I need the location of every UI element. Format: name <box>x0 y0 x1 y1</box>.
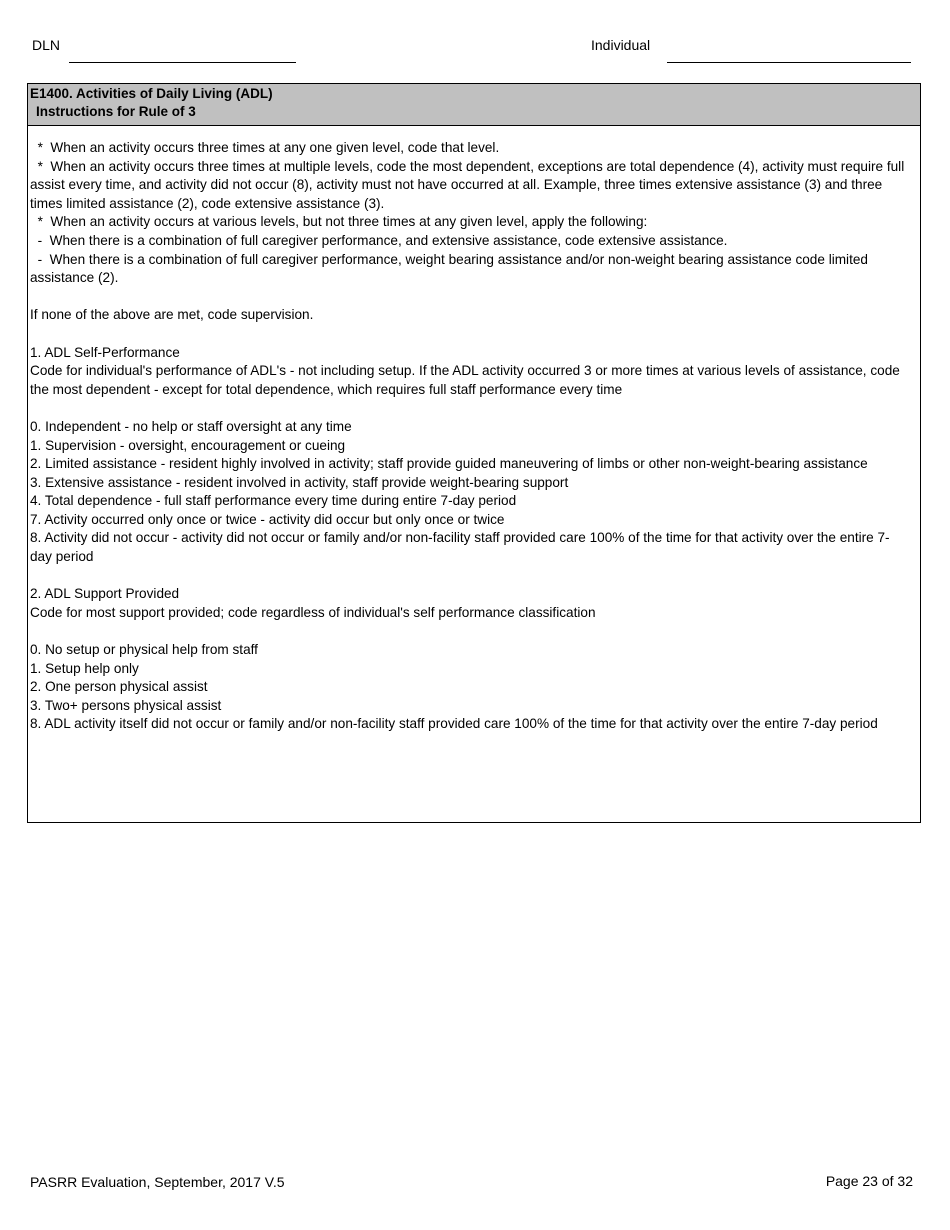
section-title: E1400. Activities of Daily Living (ADL) <box>30 86 273 101</box>
e1400-section <box>27 83 921 823</box>
section-subtitle: Instructions for Rule of 3 <box>36 104 196 119</box>
instruction-line: 8. ADL activity itself did not occur or family and/or non-facility staff provided care 100% of the time for that activity over the entire 7-day period <box>30 716 878 732</box>
individual-field[interactable] <box>667 62 911 63</box>
instruction-line: * When an activity occurs at various levels, but not three times at any given level, apply the following: <box>30 214 648 230</box>
instruction-line: 3. Extensive assistance - resident involved in activity, staff provide weight-bearing support <box>30 474 569 490</box>
instruction-line: 8. Activity did not occur - activity did not occur or family and/or non-facility staff provided care 100% of the time for that activity over the entire 7-day period <box>30 530 890 565</box>
section-header <box>28 84 920 126</box>
instruction-line: - When there is a combination of full caregiver performance, and extensive assistance, code extensive assistance. <box>30 232 728 248</box>
individual-label: Individual <box>591 37 651 53</box>
instruction-line: 0. Independent - no help or staff oversight at any time <box>30 418 352 434</box>
blank-line <box>30 622 910 641</box>
instruction-line: * When an activity occurs three times at any one given level, code that level. <box>30 140 500 155</box>
instruction-line: 0. No setup or physical help from staff <box>30 642 258 658</box>
instruction-line: Code for most support provided; code regardless of individual's self performance classification <box>30 604 596 620</box>
instruction-line: 4. Total dependence - full staff performance every time during entire 7-day period <box>30 493 517 509</box>
instruction-line: 2. ADL Support Provided <box>30 586 180 602</box>
instruction-line: Code for individual's performance of ADL's - not including setup. If the ADL activity occurred 3 or more times at various levels of assistance, code the most dependent - except for total dependence, which requires full staff performance every time <box>30 363 904 397</box>
instruction-line: If none of the above are met, code supervision. <box>30 307 314 323</box>
blank-line <box>30 567 910 586</box>
dln-field[interactable] <box>69 62 296 63</box>
instruction-line: 1. Setup help only <box>30 660 139 676</box>
instruction-line: 3. Two+ persons physical assist <box>30 697 222 713</box>
section-body <box>28 126 920 734</box>
instruction-line: 2. One person physical assist <box>30 679 208 695</box>
instruction-line: - When there is a combination of full caregiver performance, weight bearing assistance and/or non-weight bearing assistance code limited assistance (2). <box>30 251 872 286</box>
dln-label: DLN <box>32 37 61 53</box>
blank-line <box>30 288 910 307</box>
footer-page-number: Page 23 of 32 <box>825 1173 913 1189</box>
instruction-line: 1. Supervision - oversight, encouragement or cueing <box>30 437 346 453</box>
footer-form-name: PASRR Evaluation, September, 2017 V.5 <box>30 1174 285 1190</box>
blank-line <box>30 325 910 344</box>
instruction-line: 7. Activity occurred only once or twice - activity did occur but only once or twice <box>30 511 505 527</box>
instruction-line: 1. ADL Self-Performance <box>30 344 180 360</box>
instruction-line: 2. Limited assistance - resident highly involved in activity; staff provide guided maneuvering of limbs or other non-weight-bearing assistance <box>30 456 868 472</box>
blank-line <box>30 399 910 418</box>
instruction-line: * When an activity occurs three times at multiple levels, code the most dependent, exceptions are total dependence (4), activity must require full assist every time, and activity did not occur (8), activity must not have occurred at all. Example, three times extensive assistance (3) and three times limited assistance (2), code extensive assistance (3). <box>30 158 909 211</box>
